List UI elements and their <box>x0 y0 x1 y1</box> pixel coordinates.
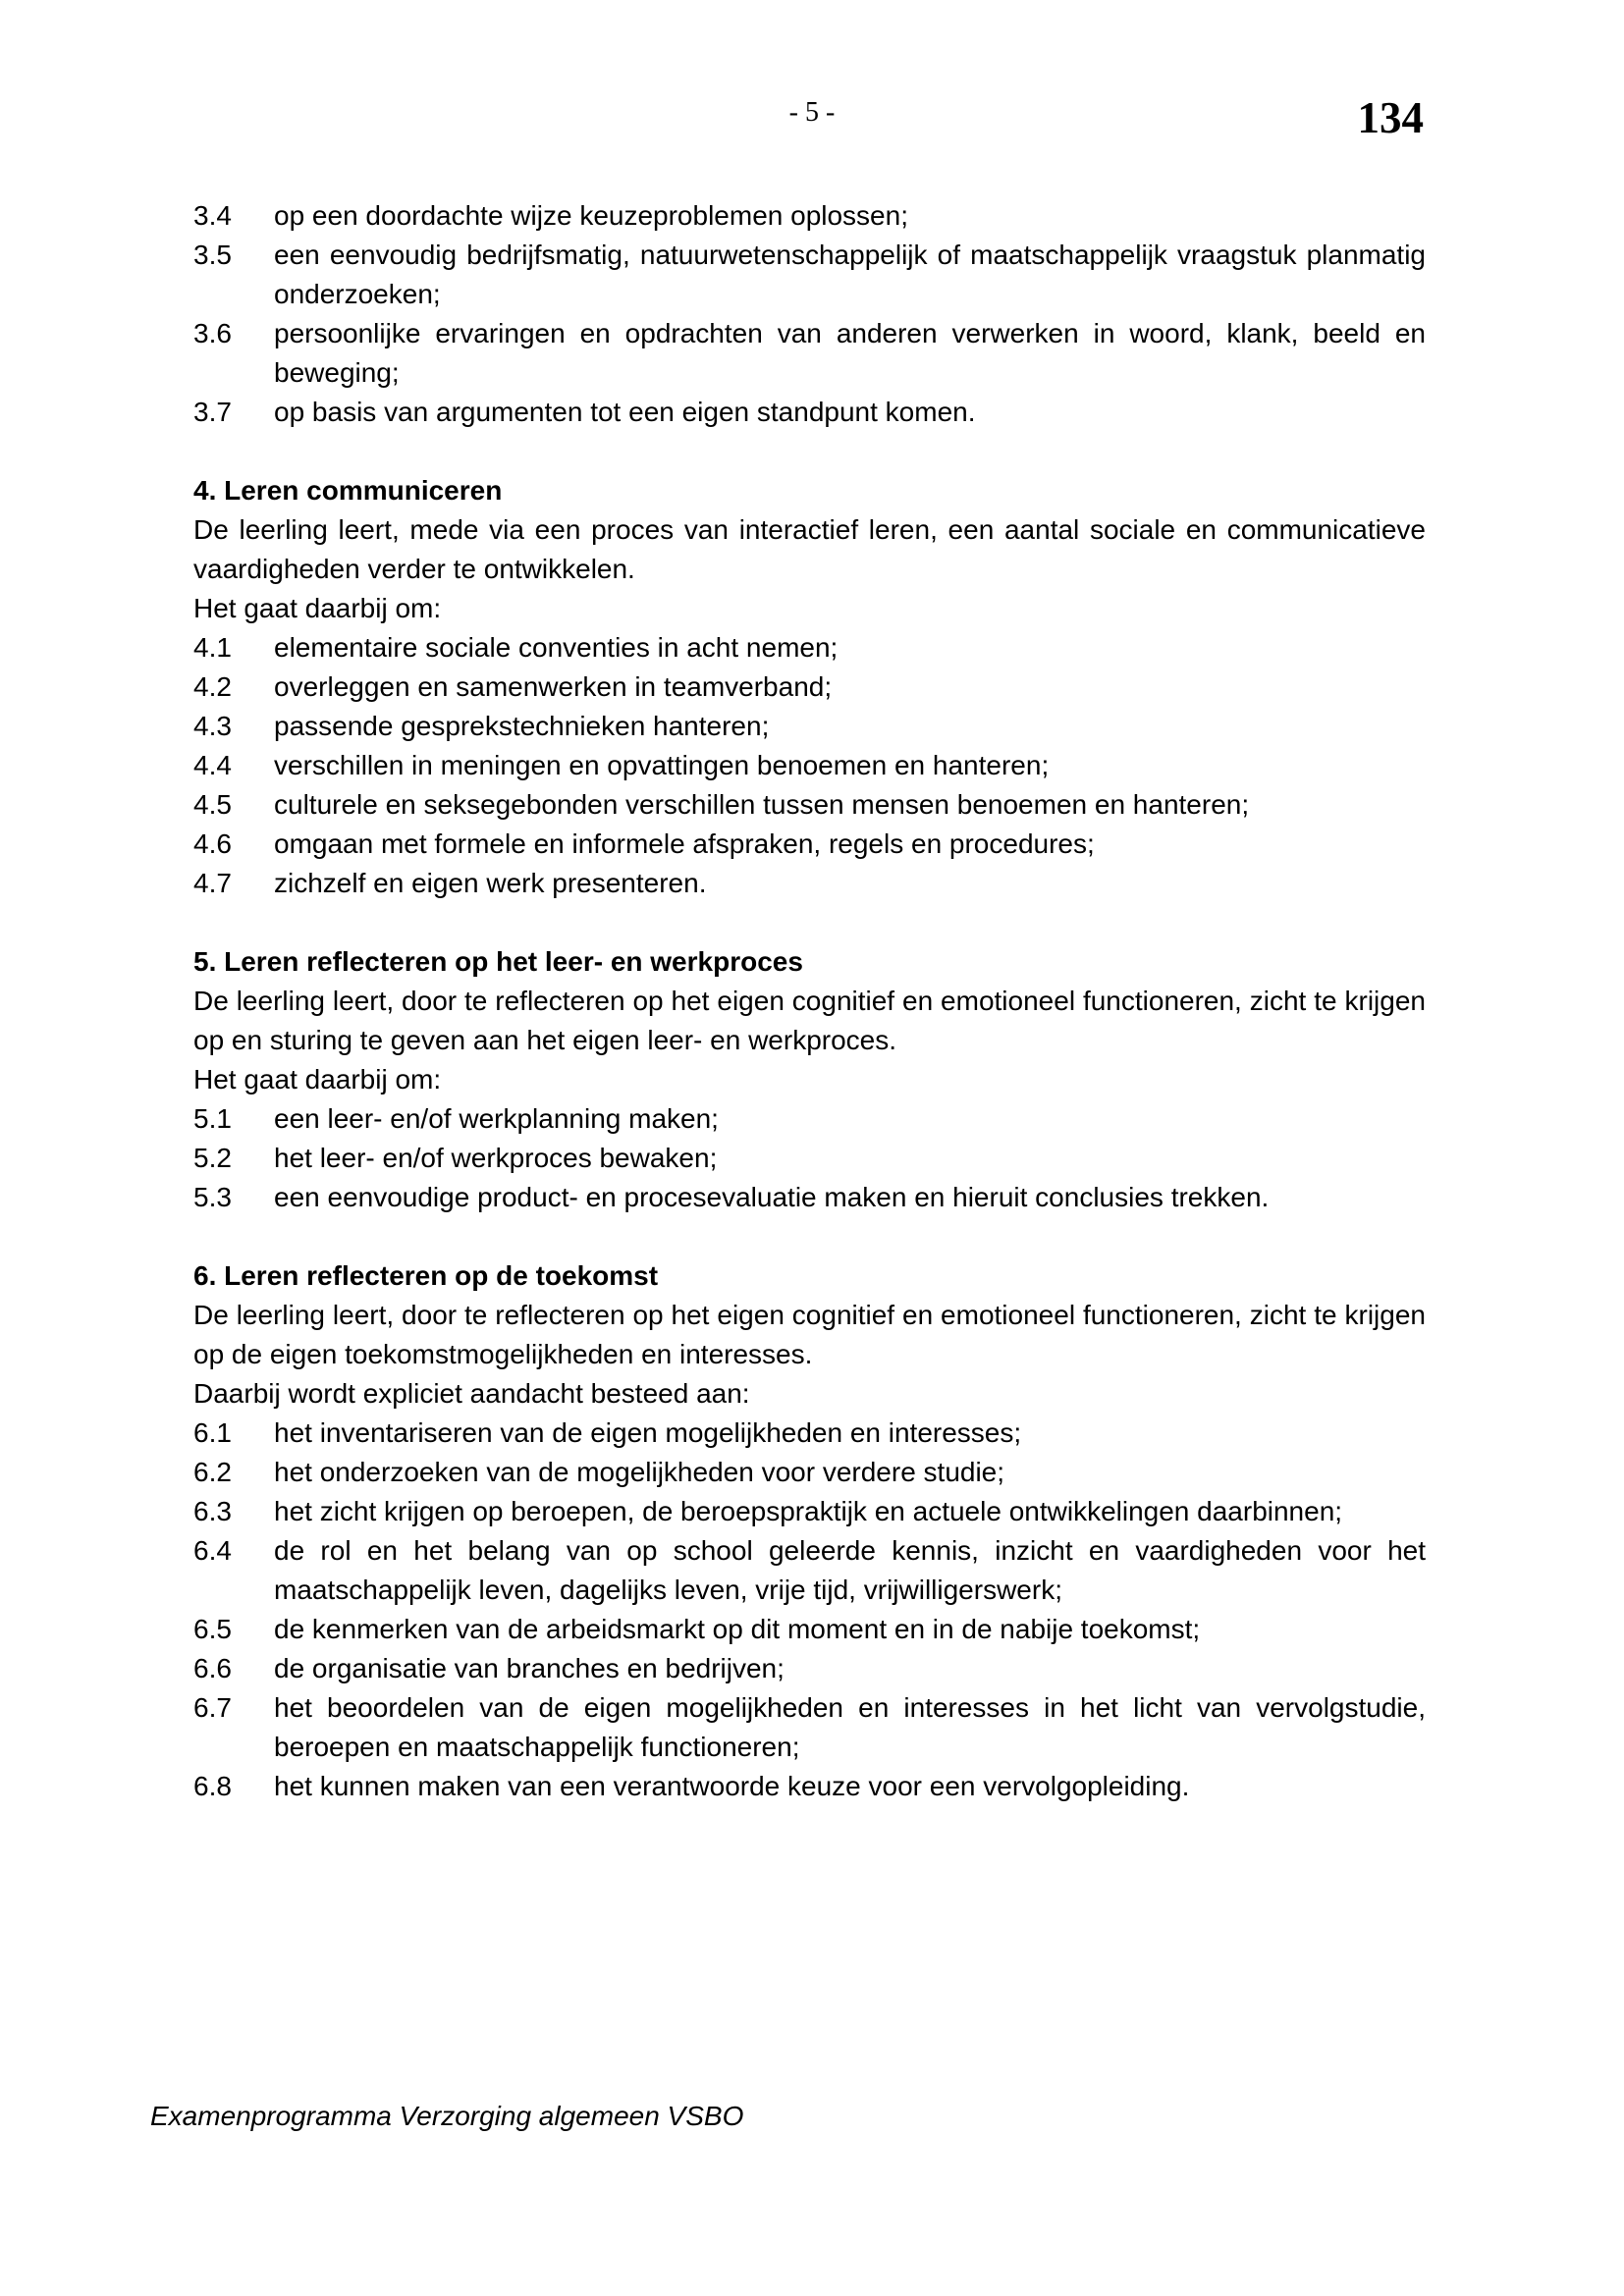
item-number: 6.5 <box>193 1614 232 1644</box>
list-item <box>193 667 1426 707</box>
item-number: 6.8 <box>193 1771 232 1801</box>
list-item <box>193 746 1426 785</box>
item-text: het onderzoeken van de mogelijkheden voor verdere studie; <box>274 1457 1005 1487</box>
page-number: 134 <box>1357 93 1424 142</box>
list-item <box>193 1453 1426 1492</box>
item-text: een eenvoudige product- en procesevaluatie maken en hieruit conclusies trekken. <box>274 1182 1270 1212</box>
item-text: een leer- en/of werkplanning maken; <box>274 1103 719 1134</box>
list-item <box>193 1531 1426 1610</box>
section-4 <box>193 471 1426 903</box>
section-lead: Het gaat daarbij om: <box>193 593 442 623</box>
list-item <box>193 1139 1426 1178</box>
item-text: culturele en seksegebonden verschillen tussen mensen benoemen en hanteren; <box>274 789 1250 820</box>
item-text: omgaan met formele en informele afspraken, regels en procedures; <box>274 828 1095 859</box>
section-intro: De leerling leert, door te reflecteren op het eigen cognitief en emotioneel functioneren, zicht te krijgen op de eigen toekomstmogelijkheden en interesses. <box>193 1300 1426 1369</box>
item-text: het kunnen maken van een verantwoorde keuze voor een vervolgopleiding. <box>274 1771 1190 1801</box>
item-number: 3.6 <box>193 318 232 348</box>
item-number: 3.5 <box>193 240 232 270</box>
item-text: een eenvoudig bedrijfsmatig, natuurwetenschappelijk of maatschappelijk vraagstuk planmatig onderzoeken; <box>274 240 1426 309</box>
item-text: op een doordachte wijze keuzeproblemen oplossen; <box>274 200 908 231</box>
item-text: het zicht krijgen op beroepen, de beroepspraktijk en actuele ontwikkelingen daarbinnen; <box>274 1496 1343 1526</box>
list-item <box>193 236 1426 314</box>
section-5 <box>193 942 1426 1217</box>
list-item <box>193 1099 1426 1139</box>
item-number: 5.3 <box>193 1182 232 1212</box>
document-content <box>193 196 1426 1806</box>
item-number: 4.7 <box>193 868 232 898</box>
list-item <box>193 825 1426 864</box>
item-number: 4.6 <box>193 828 232 859</box>
list-item <box>193 1767 1426 1806</box>
section-heading: 5. Leren reflecteren op het leer- en werkproces <box>193 946 803 977</box>
list-item <box>193 1178 1426 1217</box>
item-number: 6.2 <box>193 1457 232 1487</box>
footer-text: Examenprogramma Verzorging algemeen VSBO <box>150 2101 744 2131</box>
item-text: overleggen en samenwerken in teamverband; <box>274 671 833 702</box>
item-text: het leer- en/of werkproces bewaken; <box>274 1143 718 1173</box>
list-item <box>193 1610 1426 1649</box>
section-6 <box>193 1256 1426 1806</box>
item-text: de rol en het belang van op school geleerde kennis, inzicht en vaardigheden voor het maatschappelijk leven, dagelijks leven, vrije tijd, vrijwilligerswerk; <box>274 1535 1426 1605</box>
section-intro: De leerling leert, mede via een proces van interactief leren, een aantal sociale en communicatieve vaardigheden verder te ontwikkelen. <box>193 514 1426 584</box>
section-lead: Daarbij wordt expliciet aandacht besteed aan: <box>193 1378 750 1409</box>
item-text: het beoordelen van de eigen mogelijkheden en interesses in het licht van vervolgstudie, beroepen en maatschappelijk functioneren; <box>274 1692 1426 1762</box>
item-number: 6.7 <box>193 1692 232 1723</box>
item-number: 4.1 <box>193 632 232 663</box>
page-marker: - 5 - <box>788 97 836 128</box>
section-lead: Het gaat daarbij om: <box>193 1064 442 1095</box>
item-number: 5.2 <box>193 1143 232 1173</box>
item-text: verschillen in meningen en opvattingen benoemen en hanteren; <box>274 750 1050 780</box>
item-text: het inventariseren van de eigen mogelijkheden en interesses; <box>274 1417 1022 1448</box>
item-text: passende gesprekstechnieken hanteren; <box>274 711 770 741</box>
list-item <box>193 196 1426 236</box>
section-intro: De leerling leert, door te reflecteren op het eigen cognitief en emotioneel functioneren, zicht te krijgen op en sturing te geven aan het eigen leer- en werkproces. <box>193 986 1426 1055</box>
item-number: 3.7 <box>193 397 232 427</box>
list-item <box>193 1688 1426 1767</box>
item-number: 4.4 <box>193 750 232 780</box>
list-item <box>193 707 1426 746</box>
section-heading: 4. Leren communiceren <box>193 475 503 506</box>
list-item <box>193 864 1426 903</box>
item-number: 6.3 <box>193 1496 232 1526</box>
section-heading: 6. Leren reflecteren op de toekomst <box>193 1260 659 1291</box>
item-number: 6.6 <box>193 1653 232 1683</box>
list-item <box>193 393 1426 432</box>
item-number: 6.1 <box>193 1417 232 1448</box>
item-number: 6.4 <box>193 1535 232 1566</box>
list-item <box>193 1649 1426 1688</box>
item-number: 4.2 <box>193 671 232 702</box>
item-text: op basis van argumenten tot een eigen standpunt komen. <box>274 397 976 427</box>
item-number: 4.3 <box>193 711 232 741</box>
list-item <box>193 1414 1426 1453</box>
item-number: 3.4 <box>193 200 232 231</box>
item-text: de organisatie van branches en bedrijven; <box>274 1653 785 1683</box>
item-text: elementaire sociale conventies in acht nemen; <box>274 632 839 663</box>
list-item <box>193 785 1426 825</box>
item-number: 4.5 <box>193 789 232 820</box>
list-item <box>193 1492 1426 1531</box>
item-text: persoonlijke ervaringen en opdrachten van anderen verwerken in woord, klank, beeld en beweging; <box>274 318 1426 388</box>
list-item <box>193 314 1426 393</box>
list-item <box>193 628 1426 667</box>
item-text: de kenmerken van de arbeidsmarkt op dit moment en in de nabije toekomst; <box>274 1614 1201 1644</box>
item-text: zichzelf en eigen werk presenteren. <box>274 868 707 898</box>
item-number: 5.1 <box>193 1103 232 1134</box>
